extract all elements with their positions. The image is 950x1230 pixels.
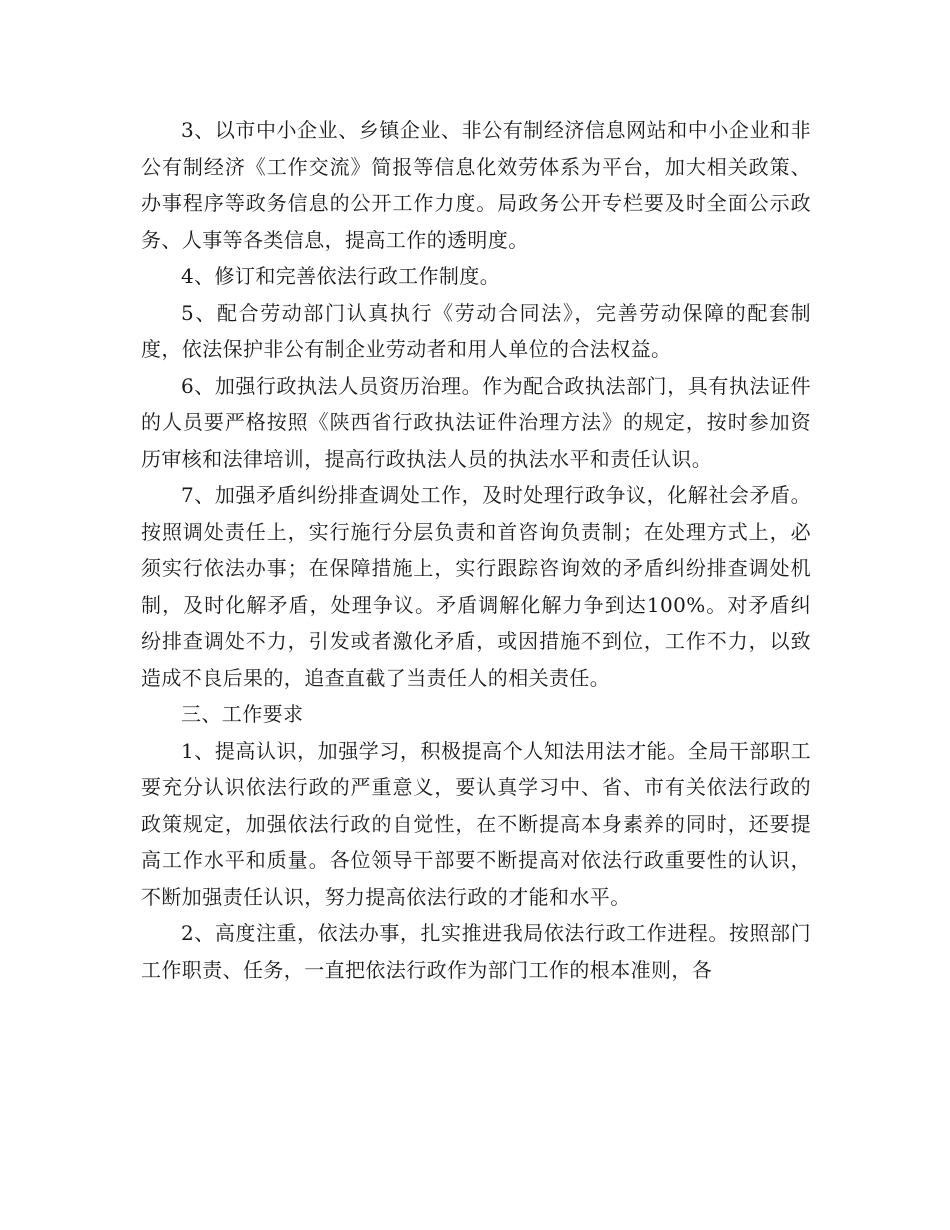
paragraph-item-4: 4、修订和完善依法行政工作制度。 — [181, 264, 501, 288]
requirement-item-2: 2、高度注重，依法办事，扎实推进我局依法行政工作进程。按照部门工作职责、任务，一直把依法行政作为部门工作的根本准则，各 — [141, 921, 811, 982]
paragraph-item-7: 7、加强矛盾纠纷排查调处工作，及时处理行政争议，化解社会矛盾。按照调处责任上，实行施行分层负责和首咨询负责制；在处理方式上，必须实行依法办事；在保障措施上，实行跟踪咨询效的矛盾纠纷排查调处机制，及时化解矛盾，处理争议。矛盾调解化解力争到达100%。对矛盾纠纷排查调处不力，引发或者激化矛盾，或因措施不到位，工作不力，以致造成不良后果的，追查直截了当责任人的相关责任。 — [141, 483, 811, 690]
paragraph-item-3: 3、以市中小企业、乡镇企业、非公有制经济信息网站和中小企业和非公有制经济《工作交流》简报等信息化效劳体系为平台，加大相关政策、办事程序等政务信息的公开工作力度。局政务公开专栏要及时全面公示政务、人事等各类信息，提高工作的透明度。 — [141, 118, 811, 252]
paragraph-item-5: 5、配合劳动部门认真执行《劳动合同法》，完善劳动保障的配套制度，依法保护非公有制企业劳动者和用人单位的合法权益。 — [141, 300, 811, 361]
section-heading-work-requirements: 三、工作要求 — [181, 702, 304, 726]
requirement-item-1: 1、提高认识，加强学习，积极提高个人知法用法才能。全局干部职工要充分认识依法行政的严重意义，要认真学习中、省、市有关依法行政的政策规定，加强依法行政的自觉性，在不断提高本身素养的同时，还要提高工作水平和质量。各位领导干部要不断提高对依法行政重要性的认识，不断加强责任认识，努力提高依法行政的才能和水平。 — [141, 738, 811, 909]
paragraph-item-6: 6、加强行政执法人员资历治理。作为配合政执法部门，具有执法证件的人员要严格按照《陕西省行政执法证件治理方法》的规定，按时参加资历审核和法律培训，提高行政执法人员的执法水平和责任认识。 — [141, 373, 811, 471]
document-page — [141, 112, 811, 988]
